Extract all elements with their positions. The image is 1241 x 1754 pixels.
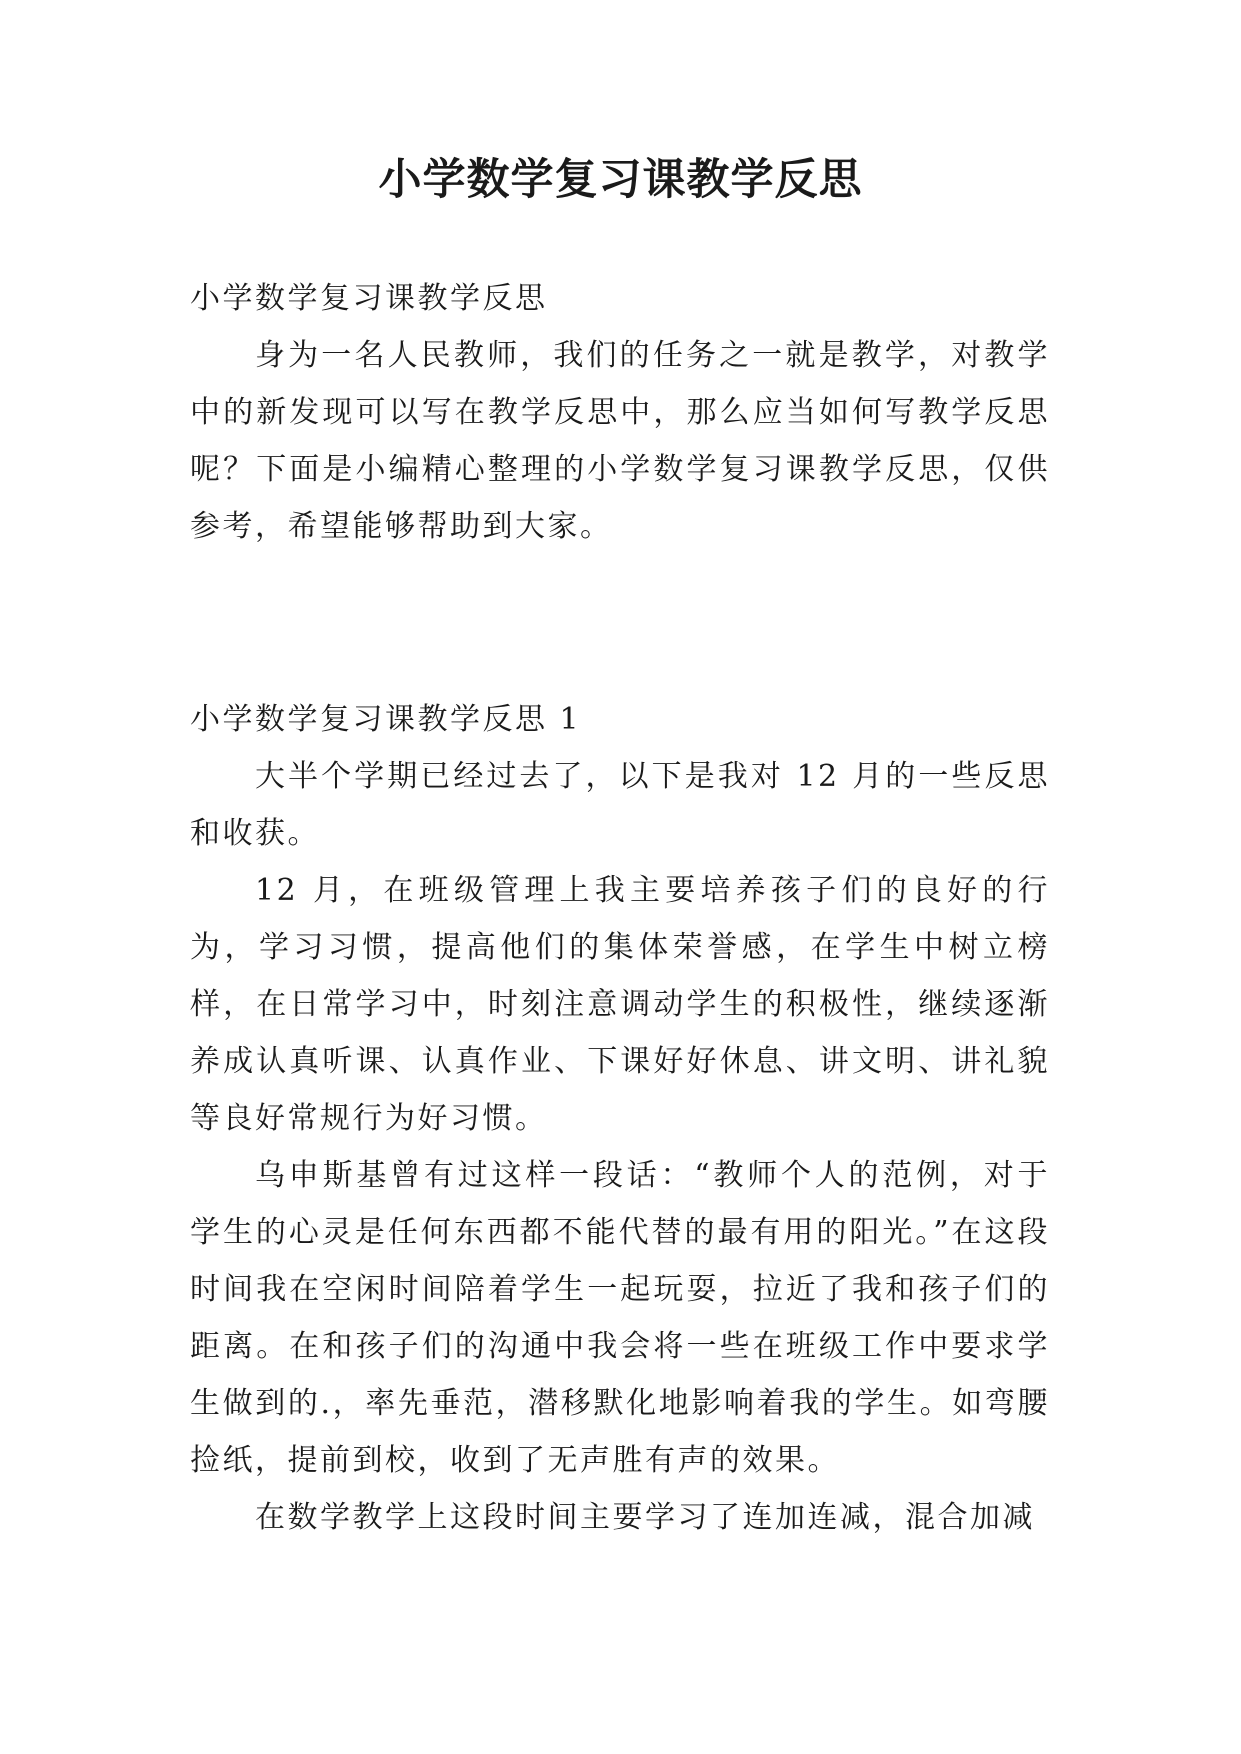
intro-paragraph: 身为一名人民教师，我们的任务之一就是教学，对教学中的新发现可以写在教学反思中，那么应当如何写教学反思呢？下面是小编精心整理的小学数学复习课教学反思，仅供参考，希望能够帮助到大家。 (190, 338, 1050, 544)
section-1 (190, 691, 1050, 1546)
intro-section (190, 270, 1050, 555)
section-1-paragraph-4: 在数学教学上这段时间主要学习了连加连减，混合加减 (255, 1500, 1035, 1535)
section-1-paragraph-3: 乌申斯基曾有过这样一段话：“教师个人的范例，对于学生的心灵是任何东西都不能代替的最有用的阳光。”在这段时间我在空闲时间陪着学生一起玩耍，拉近了我和孩子们的距离。在和孩子们的沟通中我会将一些在班级工作中要求学生做到的.，率先垂范，潜移默化地影响着我的学生。如弯腰捡纸，提前到校，收到了无声胜有声的效果。 (190, 1158, 1050, 1478)
section-1-paragraph-2: 12 月，在班级管理上我主要培养孩子们的良好的行为，学习习惯，提高他们的集体荣誉感，在学生中树立榜样，在日常学习中，时刻注意调动学生的积极性，继续逐渐养成认真听课、认真作业、下课好好休息、讲文明、讲礼貌等良好常规行为好习惯。 (190, 873, 1050, 1136)
section-1-heading: 小学数学复习课教学反思 1 (190, 702, 582, 737)
intro-heading: 小学数学复习课教学反思 (190, 281, 548, 316)
document-title: 小学数学复习课教学反思 (378, 155, 863, 205)
section-1-paragraph-1: 大半个学期已经过去了，以下是我对 12 月的一些反思和收获。 (190, 759, 1050, 851)
